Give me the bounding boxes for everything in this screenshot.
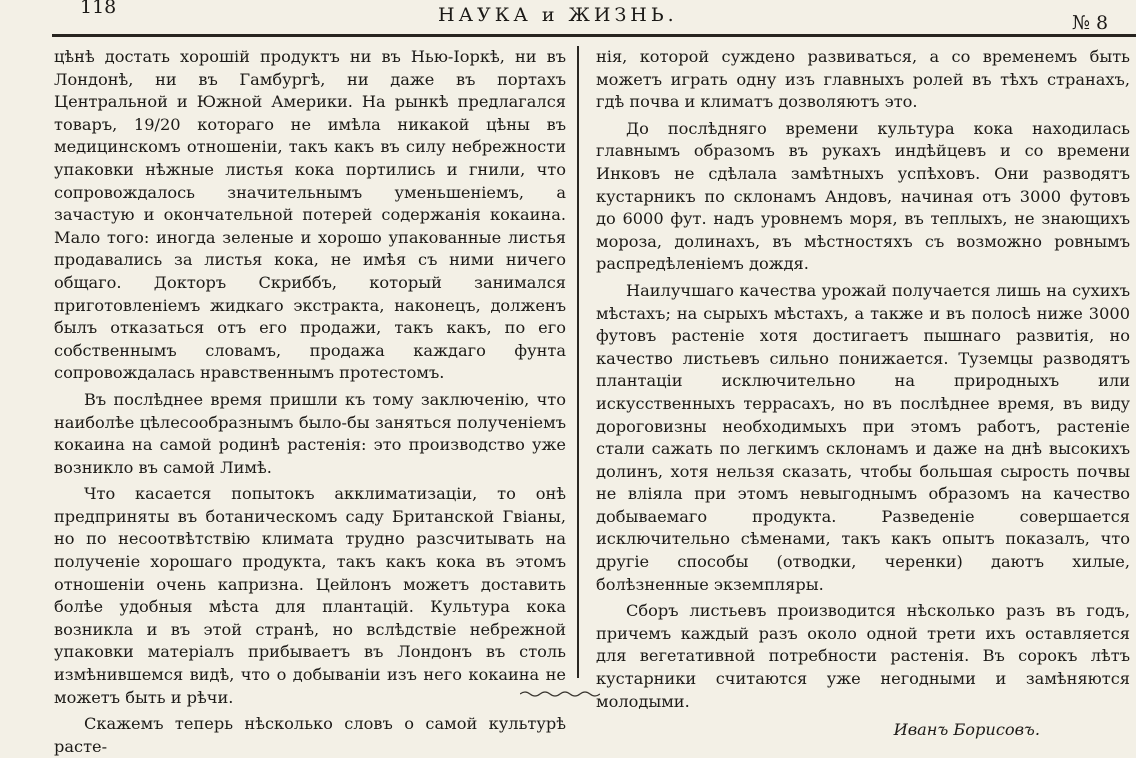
left-column (54, 46, 566, 758)
paragraph: нія, которой суждено развиваться, а со временемъ быть можетъ играть одну изъ главныхъ ролей въ тѣхъ странахъ, гдѣ почва и климатъ дозволяютъ это. (596, 47, 1130, 112)
right-column (596, 46, 1130, 742)
author-signature: Иванъ Борисовъ. (893, 720, 1040, 740)
page-number: 118 (80, 0, 117, 18)
paragraph: Скажемъ теперь нѣсколько словъ о самой культурѣ расте- (54, 714, 566, 756)
paragraph: Сборъ листьевъ производится нѣсколько разъ въ годъ, причемъ каждый разъ около одной трети ихъ оставляется для вегетативной потребности растенія. Въ сорокъ лѣтъ кустарники считаются уже негодными и замѣняются молодыми. (596, 601, 1130, 711)
column-divider (577, 46, 579, 678)
paragraph: цѣнѣ достать хорошій продуктъ ни въ Нью-Іоркѣ, ни въ Лондонѣ, ни въ Гамбургѣ, ни даже въ портахъ Центральной и Южной Америки. На рынкѣ предлагался товаръ, 19/20 котораго не имѣла никакой цѣны въ медицинскомъ отношеніи, такъ какъ въ силу небрежности упаковки нѣжные листья кока портились и гнили, что сопровождалось значительнымъ уменьшеніемъ, а зачастую и окончательной потерей содержанія кокаина. Мало того: иногда зеленые и хорошо упакованные листья продавались за листья кока, не имѣя съ ними ничего общаго. Докторъ Скриббъ, который занимался приготовленіемъ жидкаго экстракта, наконецъ, долженъ былъ отказаться отъ его продажи, такъ какъ, по его собственнымъ словамъ, продажа каждаго фунта сопровождалась нравственнымъ протестомъ. (54, 47, 566, 383)
paragraph: Въ послѣднее время пришли къ тому заключенію, что наиболѣе цѣлесообразнымъ было-бы заняться полученіемъ кокаина на самой родинѣ растенія: это производство уже возникло въ самой Лимѣ. (54, 389, 566, 477)
paragraph: Что касается попытокъ акклиматизаціи, то онѣ предприняты въ ботаническомъ саду Британской Гвіаны, но по несоотвѣтствію климата трудно разсчитывать на полученіе хорошаго продукта, такъ какъ кока въ этомъ отношеніи очень капризна. Цейлонъ можетъ доставить болѣе удобныя мѣста для плантацій. Культура кока возникла и въ этой странѣ, но вслѣдствіе небрежной упаковки матеріалъ прибываетъ въ Лондонъ въ столь измѣнившемся видѣ, что о добываніи изъ него кокаина не можетъ быть и рѣчи. (54, 484, 566, 707)
paragraph: До послѣдняго времени культура кока находилась главнымъ образомъ въ рукахъ индѣйцевъ и со времени Инковъ не сдѣлала замѣтныхъ успѣховъ. Они разводятъ кустарникъ по склонамъ Андовъ, начиная отъ 3000 футовъ до 6000 фут. надъ уровнемъ моря, въ теплыхъ, не знающихъ мороза, долинахъ, въ мѣстностяхъ съ возможно ровнымъ распредѣленіемъ дождя. (596, 118, 1130, 274)
paragraph: Наилучшаго качества урожай получается лишь на сухихъ мѣстахъ; на сырыхъ мѣстахъ, а также и въ полосѣ ниже 3000 футовъ растеніе хотя достигаетъ пышнаго развитія, но качество листьевъ сильно понижается. Туземцы разводятъ плантаціи исключительно на природныхъ или искусственныхъ террасахъ, но въ послѣднее время, въ виду дороговизны необходимыхъ при этомъ работъ, растеніе стали сажать по легкимъ склонамъ и даже на днѣ высокихъ долинъ, хотя нельзя сказать, чтобы большая сырость почвы не вліяла при этомъ невыгоднымъ образомъ на качество добываемаго продукта. Разведеніе совершается исключительно сѣменами, такъ какъ опытъ показалъ, что другіе способы (отводки, черенки) даютъ хилые, болѣзненные экземпляры. (596, 280, 1130, 594)
header-rule (52, 34, 1136, 37)
issue-number: № 8 (1072, 12, 1109, 34)
wave-ornament (520, 690, 600, 698)
journal-title: НАУКА и ЖИЗНЬ. (438, 4, 678, 26)
